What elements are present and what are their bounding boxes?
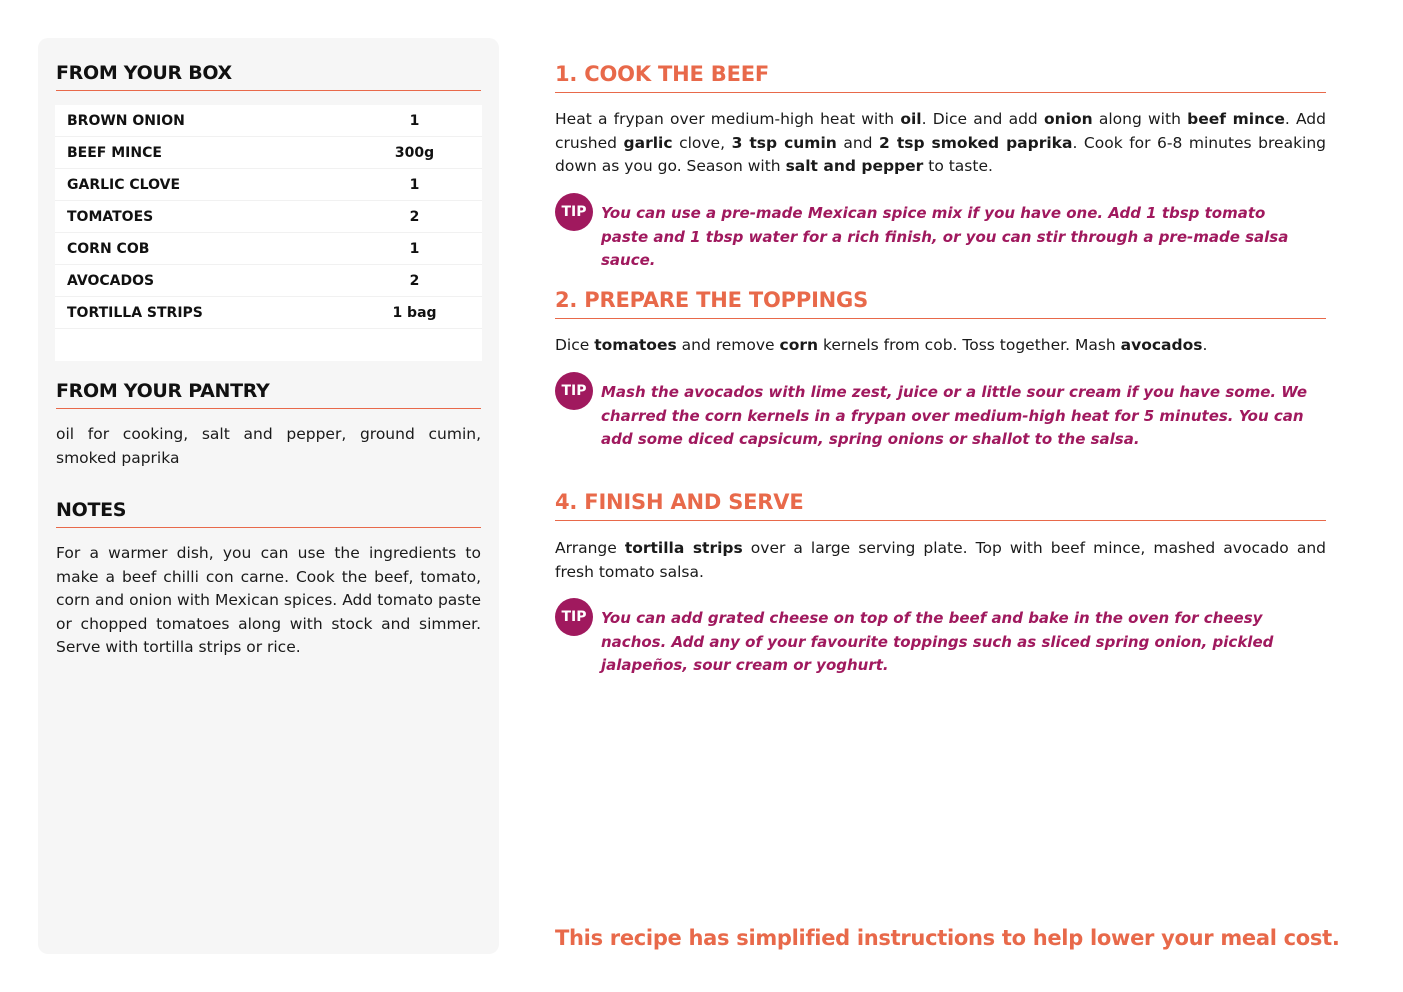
- step-title: 1. COOK THE BEEF: [555, 62, 1326, 93]
- ingredient-name: TORTILLA STRIPS: [67, 304, 203, 321]
- ingredient-name: BROWN ONION: [67, 112, 185, 129]
- table-row: [55, 233, 482, 265]
- pantry-title: FROM YOUR PANTRY: [56, 380, 481, 409]
- step-text: Dice tomatoes and remove corn kernels from cob. Toss together. Mash avocados.: [555, 336, 1208, 354]
- step-text: Arrange tortilla strips over a large serving plate. Top with beef mince, mashed avocado and fresh tomato salsa.: [555, 539, 1326, 581]
- ingredients-table: [55, 105, 482, 361]
- ingredient-name: BEEF MINCE: [67, 144, 162, 161]
- notes-title: NOTES: [56, 499, 481, 528]
- pantry-text: oil for cooking, salt and pepper, ground cumin, smoked paprika: [56, 425, 481, 467]
- tip-badge: TIP: [555, 598, 593, 636]
- step-title: 4. FINISH AND SERVE: [555, 490, 1326, 521]
- notes-text: For a warmer dish, you can use the ingredients to make a beef chilli con carne. Cook the beef, tomato, corn and onion with Mexican spices. Add tomato paste or chopped tomatoes along with stock and simmer. Serve with tortilla strips or rice.: [56, 544, 481, 656]
- table-row-empty: [55, 329, 482, 361]
- ingredient-name: CORN COB: [67, 240, 150, 257]
- ingredient-qty: 2: [409, 272, 420, 289]
- ingredient-qty: 1: [409, 112, 420, 129]
- table-row: [55, 169, 482, 201]
- ingredient-qty: 2: [409, 208, 420, 225]
- step-title: 2. PREPARE THE TOPPINGS: [555, 288, 1326, 319]
- tip-text: Mash the avocados with lime zest, juice or a little sour cream if you have some. We charred the corn kernels in a frypan over medium-high heat for 5 minutes. You can add some diced capsicum, spring onions or shallot to the salsa.: [601, 383, 1308, 448]
- tip-text: You can add grated cheese on top of the beef and bake in the oven for cheesy nachos. Add any of your favourite toppings such as sliced spring onion, pickled jalapeños, sour cream or yoghurt.: [601, 609, 1274, 674]
- tip-badge: TIP: [555, 372, 593, 410]
- table-row: [55, 265, 482, 297]
- table-row: [55, 105, 482, 137]
- tip-text: You can use a pre-made Mexican spice mix if you have one. Add 1 tbsp tomato paste and 1 tbsp water for a rich finish, or you can stir through a pre-made salsa sauce.: [601, 204, 1289, 269]
- ingredient-qty: 1: [409, 176, 420, 193]
- footer-note: This recipe has simplified instructions to help lower your meal cost.: [555, 926, 1340, 950]
- tip-badge: TIP: [555, 193, 593, 231]
- ingredient-name: TOMATOES: [67, 208, 154, 225]
- table-row: [55, 201, 482, 233]
- ingredient-qty: 1: [409, 240, 420, 257]
- ingredient-qty: 1 bag: [392, 304, 437, 321]
- table-row: [55, 137, 482, 169]
- ingredient-qty: 300g: [394, 144, 435, 161]
- step-text: Heat a frypan over medium-high heat with oil. Dice and add onion along with beef mince. Add crushed garlic clove, 3 tsp cumin and 2 tsp smoked paprika. Cook for 6-8 minutes breaking down as you go. Season with salt and pepper to taste.: [555, 110, 1327, 175]
- box-title: FROM YOUR BOX: [56, 62, 481, 91]
- ingredient-name: GARLIC CLOVE: [67, 176, 181, 193]
- ingredient-name: AVOCADOS: [67, 272, 155, 289]
- table-row: [55, 297, 482, 329]
